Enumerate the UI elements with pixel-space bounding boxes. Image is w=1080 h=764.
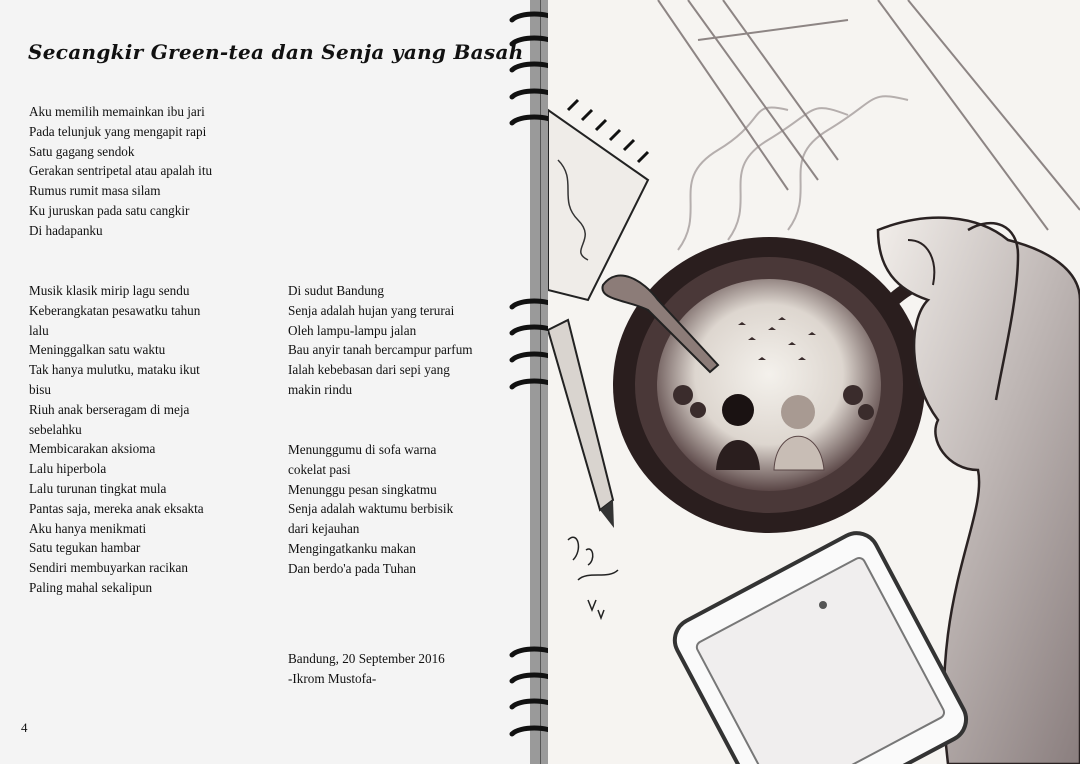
- poem-line: Membicarakan aksioma: [29, 441, 156, 457]
- page-number: 4: [21, 720, 28, 735]
- poem-line: Meninggalkan satu waktu: [29, 342, 166, 358]
- poem-line: bisu: [29, 381, 51, 397]
- signature-block: [288, 649, 445, 689]
- poem-line: Keberangkatan pesawatku tahun: [29, 302, 201, 318]
- poem-line: Tak hanya mulutku, mataku ikut: [29, 362, 200, 378]
- stanza-4: [288, 440, 488, 579]
- poem-line: Riuh anak berseragam di meja: [29, 401, 190, 417]
- poem-line: Mengingatkanku makan: [288, 540, 416, 556]
- poem-line: Satu tegukan hambar: [29, 540, 141, 556]
- poem-line: Ialah kebebasan dari sepi yang: [288, 362, 450, 378]
- stanza-2: [29, 281, 229, 598]
- poem-line: Senja adalah hujan yang terurai: [288, 302, 455, 318]
- poem-line: Lalu hiperbola: [29, 461, 107, 477]
- poem-line: Aku memilih memainkan ibu jari: [29, 104, 205, 119]
- poem-line: dari kejauhan: [288, 521, 360, 537]
- poem-line: Di hadapanku: [29, 222, 103, 238]
- poem-line: Sendiri membuyarkan racikan: [29, 560, 188, 576]
- poem-line: makin rindu: [288, 381, 353, 397]
- poem-line: Menunggumu di sofa warna: [288, 442, 437, 457]
- poem-line: Pada telunjuk yang mengapit rapi: [29, 123, 207, 139]
- poem-line: Dan berdo'a pada Tuhan: [288, 560, 416, 576]
- poem-line: Menunggu pesan singkatmu: [288, 481, 437, 497]
- poem-line: Satu gagang sendok: [29, 143, 135, 159]
- poem-line: sebelahku: [29, 421, 82, 437]
- poem-line: Ku juruskan pada satu cangkir: [29, 202, 190, 218]
- author-name: -Ikrom Mustofa-: [288, 670, 377, 686]
- stanza-3: [288, 281, 503, 400]
- poem-line: Aku hanya menikmati: [29, 520, 147, 536]
- poem-line: Pantas saja, mereka anak eksakta: [29, 500, 204, 516]
- poem-line: Di sudut Bandung: [288, 283, 384, 298]
- poem-line: Rumus rumit masa silam: [29, 183, 161, 199]
- poem-line: Senja adalah waktumu berbisik: [288, 501, 454, 517]
- poem-line: Bau anyir tanah bercampur parfum: [288, 342, 473, 358]
- stanza-1: [29, 102, 269, 241]
- poem-line: Lalu turunan tingkat mula: [29, 480, 167, 496]
- poem-line: Paling mahal sekalipun: [29, 579, 153, 595]
- poem-line: Oleh lampu-lampu jalan: [288, 322, 417, 338]
- poem-line: cokelat pasi: [288, 461, 351, 477]
- poem-line: Musik klasik mirip lagu sendu: [29, 283, 190, 298]
- tea-cup-illustration: [548, 0, 1080, 764]
- place-date: Bandung, 20 September 2016: [288, 651, 445, 666]
- left-page: [0, 0, 530, 764]
- poem-title: Secangkir Green-tea dan Senja yang Basah: [28, 40, 524, 64]
- poem-line: Gerakan sentripetal atau apalah itu: [29, 163, 213, 179]
- poem-line: lalu: [29, 322, 49, 338]
